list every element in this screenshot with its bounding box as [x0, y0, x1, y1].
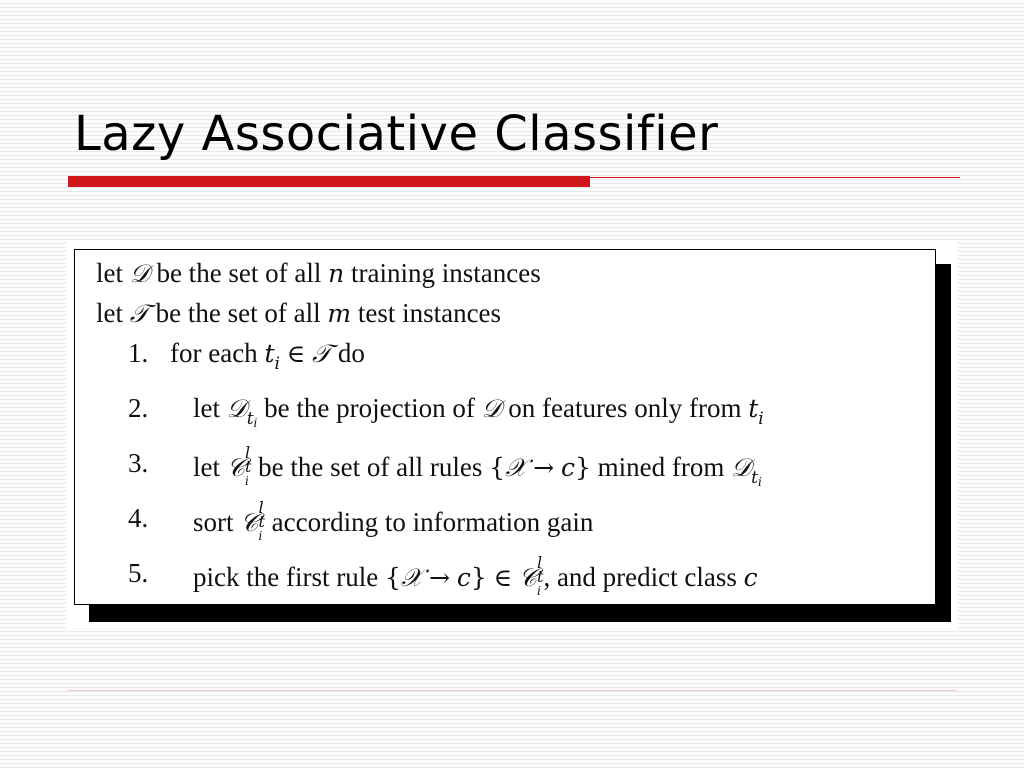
step-text-3: let 𝒞 l t i be the set of all rules {𝒳 → c} mined from 𝒟$_{ti}$	[193, 443, 762, 489]
step-text-4: sort 𝒞 l t i according to information gain	[193, 498, 594, 543]
step-number-2: 2.	[128, 393, 149, 423]
step-number-4: 4.	[128, 503, 149, 533]
title-underline-thick	[68, 176, 590, 187]
slide-title: Lazy Associative Classifier	[74, 106, 719, 162]
step-number-1: 1.	[128, 338, 149, 368]
intro-line-2: let 𝒯 be the set of all m test instances	[96, 298, 502, 328]
step-text-2: let 𝒟$_{ti}$ be the projection of 𝒟 on features only from $t_i$	[193, 393, 764, 430]
step-number-3: 3.	[128, 448, 149, 478]
footer-divider	[68, 690, 956, 691]
step-text-5: pick the first rule {𝒳 → c} ∈ 𝒞 l t i , and predict class c	[193, 553, 758, 598]
intro-line-1: let 𝒟 be the set of all n training instances	[96, 258, 541, 288]
step-text-1: for each $t_i$ ∈ 𝒯 do	[170, 338, 365, 374]
step-number-5: 5.	[128, 558, 149, 588]
title-underline-thin	[590, 177, 960, 178]
algorithm-box	[74, 249, 936, 605]
